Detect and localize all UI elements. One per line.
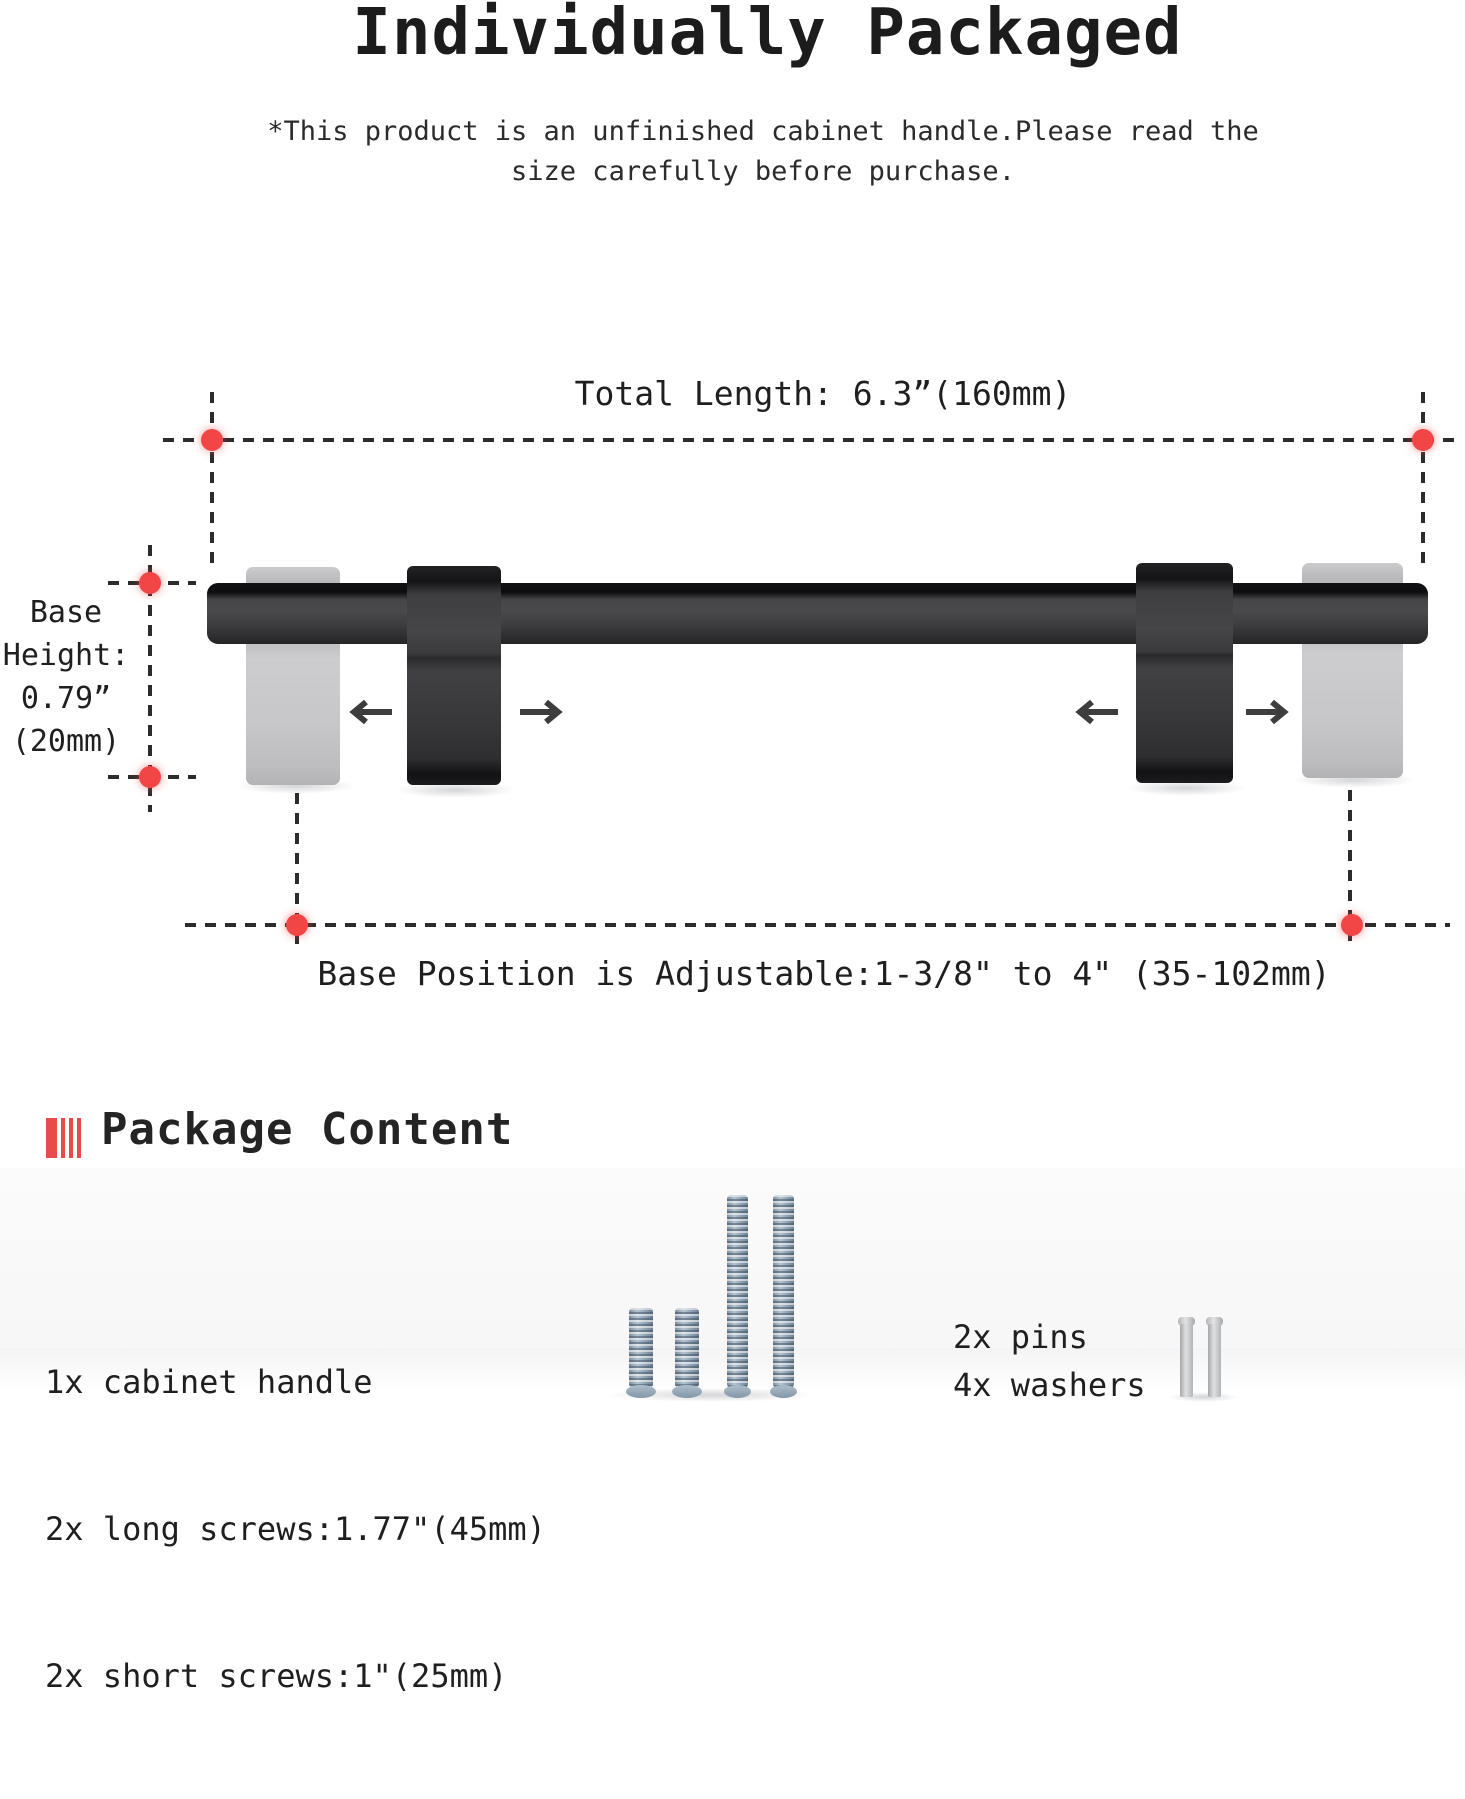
disclaimer-line-1: *This product is an unfinished cabinet handle.Please read the — [267, 116, 1259, 147]
arrow-right-icon — [520, 699, 562, 725]
dim-dot-height-top — [139, 572, 161, 594]
handle-bar — [207, 583, 1428, 644]
adjustable-base-left — [407, 566, 501, 785]
package-item-pins: 2x pins — [953, 1318, 1088, 1356]
arrow-right-icon — [1246, 699, 1288, 725]
package-content-header: Package Content — [101, 1104, 514, 1155]
pins-shadow — [1168, 1392, 1238, 1402]
dim-dot-bottom-right — [1341, 914, 1363, 936]
long-screw-2 — [770, 1195, 797, 1398]
base-height-label: Base Height: 0.79” (20mm) — [2, 595, 130, 759]
dim-extension-line-top-right — [1421, 392, 1425, 568]
pin-2 — [1208, 1317, 1221, 1397]
dim-dot-top-left — [201, 429, 223, 451]
total-length-label: Total Length: 6.3”(160mm) — [574, 374, 1072, 413]
package-item-washers: 4x washers — [953, 1366, 1146, 1404]
package-item-handle: 1x cabinet handle — [45, 1363, 373, 1401]
disclaimer-text — [61, 112, 1465, 192]
page-title: Individually Packaged — [352, 0, 1183, 70]
package-item-long-screws: 2x long screws:1.77"(45mm) — [45, 1510, 546, 1548]
dim-dot-top-right — [1412, 429, 1434, 451]
adjustable-base-right — [1136, 563, 1233, 783]
package-bars-icon — [46, 1118, 86, 1158]
dim-dot-bottom-left — [286, 914, 308, 936]
base-position-label: Base Position is Adjustable:1-3/8" to 4" (35-102mm) — [317, 954, 1331, 993]
base-position-dim-line — [185, 923, 1450, 927]
package-item-short-screws: 2x short screws:1"(25mm) — [45, 1657, 508, 1695]
package-items-list — [45, 1260, 546, 1799]
long-screw-1 — [724, 1195, 751, 1398]
short-screw-1 — [626, 1308, 656, 1398]
disclaimer-line-2: size carefully before purchase. — [511, 156, 1015, 187]
dim-extension-line-top-left — [210, 392, 214, 565]
arrow-left-icon — [350, 699, 392, 725]
dim-dot-height-bottom — [139, 766, 161, 788]
pin-1 — [1180, 1317, 1193, 1397]
short-screw-2 — [672, 1308, 702, 1398]
arrow-left-icon — [1076, 699, 1118, 725]
total-length-dim-line — [163, 438, 1460, 442]
